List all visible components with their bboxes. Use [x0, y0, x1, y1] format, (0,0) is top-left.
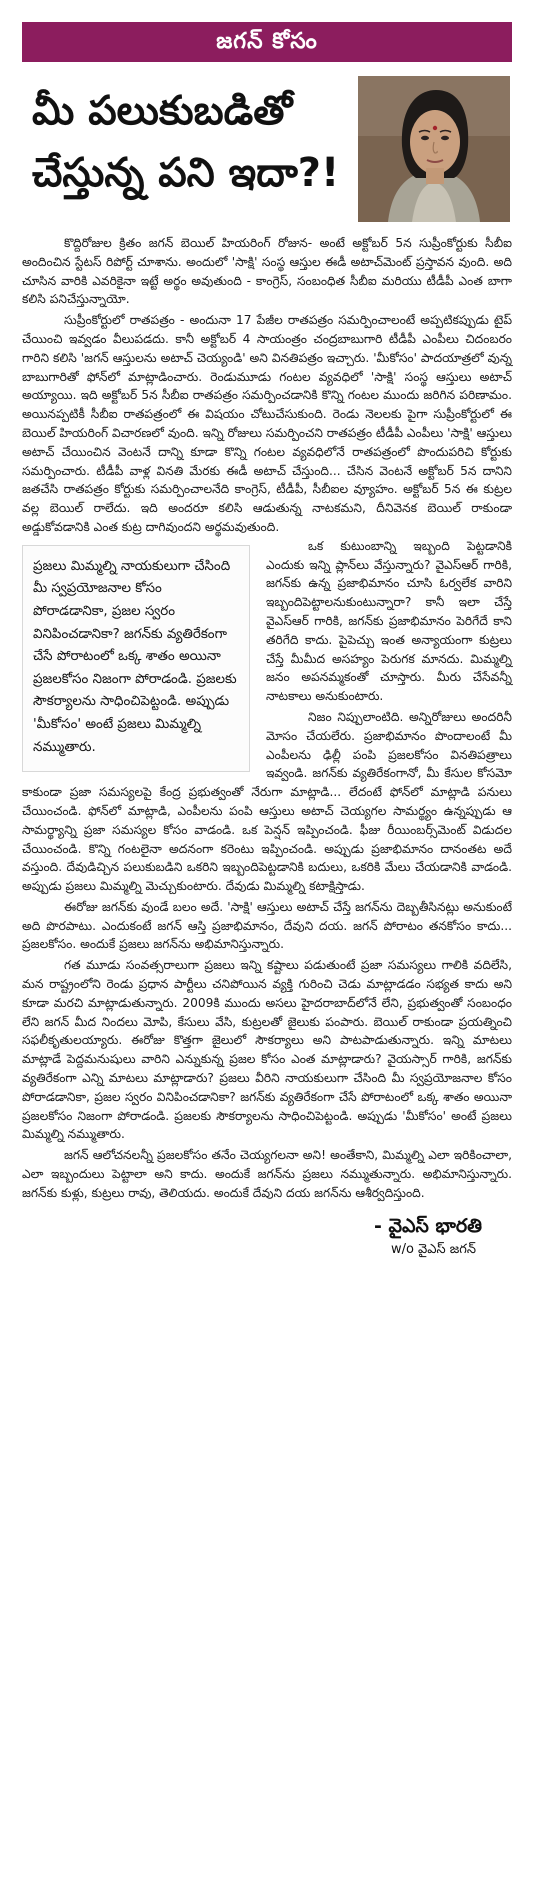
article-paragraph: కొద్దిరోజుల క్రితం జగన్ బెయిల్ హియరింగ్ రోజున- అంటే అక్టోబర్ 5న సుప్రీంకోర్టుకు సీబీఐ అందించిన స్టేటస్ రిపోర్ట్ చూశాను. అందులో 'సాక్షి' సంస్థ ఆస్తుల ఈడీ అటాచ్‌మెంట్ ప్రస్తావన వుంది. అది చూసిన వారికి ఎవరికైనా ఇట్టే అర్థం అవుతుంది - కాంగ్రెస్, సంబంధిత సీబీఐ మరియు టీడీపీ ఎంత బాగా కలిసి పనిచేస్తున్నాయో. [22, 236, 512, 307]
author-name: - వైఎస్ భారతి [374, 1214, 482, 1237]
portrait-photo-icon [358, 76, 510, 222]
headline-block [22, 78, 512, 220]
article-body [22, 234, 512, 1203]
headline: మీ పలుకుబడితో చేస్తున్న పని ఇదా?! [32, 88, 340, 196]
signature-block [22, 1213, 512, 1261]
article-paragraph: ఒక కుటుంబాన్ని ఇబ్బంది పెట్టడానికి ఎందుకు ఇన్ని ప్లాన్‌లు వేస్తున్నారు? వైఎస్ఆర్ గారికి, జగన్‌కు ఉన్న ప్రజాభిమానం చూసి ఓర్వలేక వారిని ఇబ్బందిపెట్టాలనుకుంటున్నారా? కానీ ఇలా చేస్తే వైఎస్ఆర్ గారికి, జగన్‌కు ప్రజాభిమానం పెరిగేదే కాని తరిగేది కాదు. పైపెచ్చు ఇంత అన్యాయంగా కుట్రలు చేస్తే మీమీద అసహ్యం పెరుగక మానదు. మిమ్మల్ని జనం అపనమ్మకంతో చూస్తారు. మీరు చేసేవన్నీ నాటకాలు అనుకుంటారు. [266, 538, 512, 704]
article-paragraph: ఈరోజు జగన్‌కు వుండే బలం అదే. 'సాక్షి' ఆస్తులు అటాచ్ చేస్తే జగన్‌ను దెబ్బతీసినట్లు అనుకుంటే అది పొరపాటు. ఎందుకంటే జగన్ ఆస్తి ప్రజాభిమానం, దేవుని దయ. జగన్ పోరాటం తనకోసం కాదు... ప్రజలకోసం. అందుకే ప్రజలు జగన్‌ను అభిమానిస్తున్నారు. [22, 899, 512, 952]
pull-quote-box [22, 545, 250, 772]
section-banner: జగన్ కోసం [22, 22, 512, 62]
article-paragraph: నిజం నిప్పులాంటిది. అన్నిరోజులు అందరినీ మోసం చేయలేరు. ప్రజాభిమానం పొందాలంటే మీ ఎంపీలను ఢిల్లీ పంపి ప్రజలకోసం వినతిపత్రాలు ఇవ్వండి. జగన్‌కు వ్యతిరేకంగానో, మీ కేసుల కోసమో కాకుండా ప్రజా సమస్యలపై కేంద్ర ప్రభుత్వంతో నేరుగా మాట్లాడి... లేదంటే ఫోన్‌లో మాట్లాడి పనులు చేయించండి. ఫోన్‌లో మాట్లాడి, ఎంపీలను పంపి ఆస్తులు అటాచ్ చెయ్యగల సామర్థ్యం ఉన్నప్పుడు ఆ సామర్థ్యాన్ని ప్రజా సమస్యల కోసం వాడండి. ఒక పెన్షన్ ఇప్పించండి. ఫీజు రీయింబర్స్‌మెంట్ విడుదల చేయించండి. కొన్ని గంటలైనా అదనంగా కరెంటు ఇప్పించండి. అప్పుడు ప్రజాభిమానం దానంతట అదే వస్తుంది. దేవుడిచ్చిన పలుకుబడిని ఒకరిని ఇబ్బందిపెట్టడానికి బదులు, ఒకరికి మేలు చేయడానికి వాడండి. అప్పుడు ప్రజలు మిమ్మల్ని మెచ్చుకుంటారు. దేవుడు మిమ్మల్ని కటాక్షిస్తాడు. [22, 709, 512, 894]
article-paragraph: గత మూడు సంవత్సరాలుగా ప్రజలు ఇన్ని కష్టాలు పడుతుంటే ప్రజా సమస్యలు గాలికి వదిలేసి, మన రాష్ట్రంలోని రెండు ప్రధాన పార్టీలు చనిపోయిన వ్యక్తి గురించి చెడు మాట్లాడడం సభ్యత కాదు అని కూడా మరచి మాట్లాడుతున్నారు. 2009కి ముందు అసలు హైదరాబాద్‌లోనే లేని, ప్రభుత్వంతో సంబంధం లేని జగన్ మీద నిందలు మోపి, కేసులు వేసి, కుట్రలతో జైలుకు పంపారు. బెయిల్ రాకుండా ప్రయత్నించి సఫలీకృతులయ్యారు. ఈరోజు కొత్తగా జైలులో సౌకర్యాలు అని పాటపాడుతున్నారు. ఇన్ని మాటలు మాట్లాడే పెద్దమనుషులు వారిని ఎన్నుకున్న ప్రజల కోసం ఎంత మాట్లాడారు? వైయస్సార్ గారికి, జగన్‌కు వ్యతిరేకంగా ఎన్ని మాటలు మాట్లాడారు? ప్రజలు వీరిని నాయకులుగా చేసింది మీ స్వప్రయోజనాల కోసం పోరాడడానికా, ప్రజల స్వరం వినిపించడానికా? జగన్‌కు వ్యతిరేకంగా చేసే పోరాటంలో ఒక్క శాతం అయినా ప్రజలకోసం నిజంగా పోరాడండి. ప్రజలకు సౌకర్యాలను సాధించిపెట్టండి. అప్పుడు 'మీకోసం' అంటే ప్రజలు మిమ్మల్ని నమ్ముతారు. [22, 958, 512, 1142]
pull-quote-text: ప్రజలు మిమ్మల్ని నాయకులుగా చేసింది మీ స్వప్రయోజనాల కోసం పోరాడడానికా, ప్రజల స్వరం వినిపించడానికా? జగన్‌కు వ్యతిరేకంగా చేసే పోరాటంలో ఒక్క శాతం అయినా ప్రజలకోసం నిజంగా పోరాడండి. ప్రజలకు సౌకర్యాలను సాధించిపెట్టండి. అప్పుడు 'మీకోసం' అంటే ప్రజలు మిమ్మల్ని నమ్ముతారు. [33, 558, 237, 755]
author-relation: w/o వైఎస్ జగన్ [390, 1241, 476, 1257]
article-paragraph: సుప్రీంకోర్టులో రాతపత్రం - అందునా 17 పేజీల రాతపత్రం సమర్పించాలంటే అప్పటికప్పుడు టైప్ చేయించి ఇవ్వడం వీలుపడదు. కానీ అక్టోబర్ 4 సాయంత్రం చంద్రబాబుగారి టీడీపీ ఎంపీలు చిదంబరం గారిని కలిసి 'జగన్ ఆస్తులను అటాచ్ చెయ్యండి' అని వినతిపత్రం ఇచ్చారు. 'మీకోసం' పాదయాత్రలో వున్న బాబుగారితో ఫోన్‌లో మాట్లాడించారు. రెండుమూడు గంటల వ్యవధిలో 'సాక్షి' సంస్థ ఆస్తులు అటాచ్ అయ్యాయి. ఇది అక్టోబర్ 5న సీబీఐ రాతపత్రం సమర్పించడానికి కొన్ని గంటల ముందు జరిగిన పరిణామం. అయినప్పటికీ సీబీఐ రాతపత్రంలో ఈ విషయం చోటుచేసుకుంది. రెండు నెలలకు పైగా సుప్రీంకోర్టులో ఈ బెయిల్ హియరింగ్ విచారణలో వుంది. ఇన్ని రోజులు సమర్పించని రాతపత్రం టీడీపీ ఎంపీలు 'సాక్షి' ఆస్తులు అటాచ్ చేయించిన వెంటనే దాన్ని కూడా కొన్ని గంటల వ్యవధిలోనే రాతపత్రంలో పొందుపరిచి కోర్టుకు సమర్పించారు. టీడీపీ వాళ్ల వినతి మేరకు ఈడీ అటాచ్ చేస్తుంది... చేసిన వెంటనే అక్టోబర్ 5న దానిని జతచేసి రాతపత్రం కోర్టుకు సమర్పించాలనేది కాంగ్రెస్, టీడీపీ, సీబీఐల వ్యూహం. అక్టోబర్ 5న ఈ కుట్రల వల్ల బెయిల్ రాలేదు. ఇది అందరూ కలిసి ఆడుతున్న నాటకమని, దీనివెనక బెయిల్ రాకుండా అడ్డుకోవడానికి ఎంత కుట్ర దాగివుందని అర్థమవుతుంది. [22, 313, 512, 534]
article-paragraph: జగన్ ఆలోచనలన్నీ ప్రజలకోసం తనేం చెయ్యగలనా అని! అంతేకాని, మిమ్మల్ని ఎలా ఇరికించాలా, ఎలా ఇబ్బందులు పెట్టాలా అని కాదు. అందుకే జగన్‌ను ప్రజలు నమ్ముతున్నారు. అభిమానిస్తున్నారు. జగన్‌కు కుళ్లు, కుట్రలు రావు, తెలియదు. అందుకే దేవుని దయ జగన్‌ను ఆశీర్వదిస్తుంది. [22, 1148, 512, 1200]
